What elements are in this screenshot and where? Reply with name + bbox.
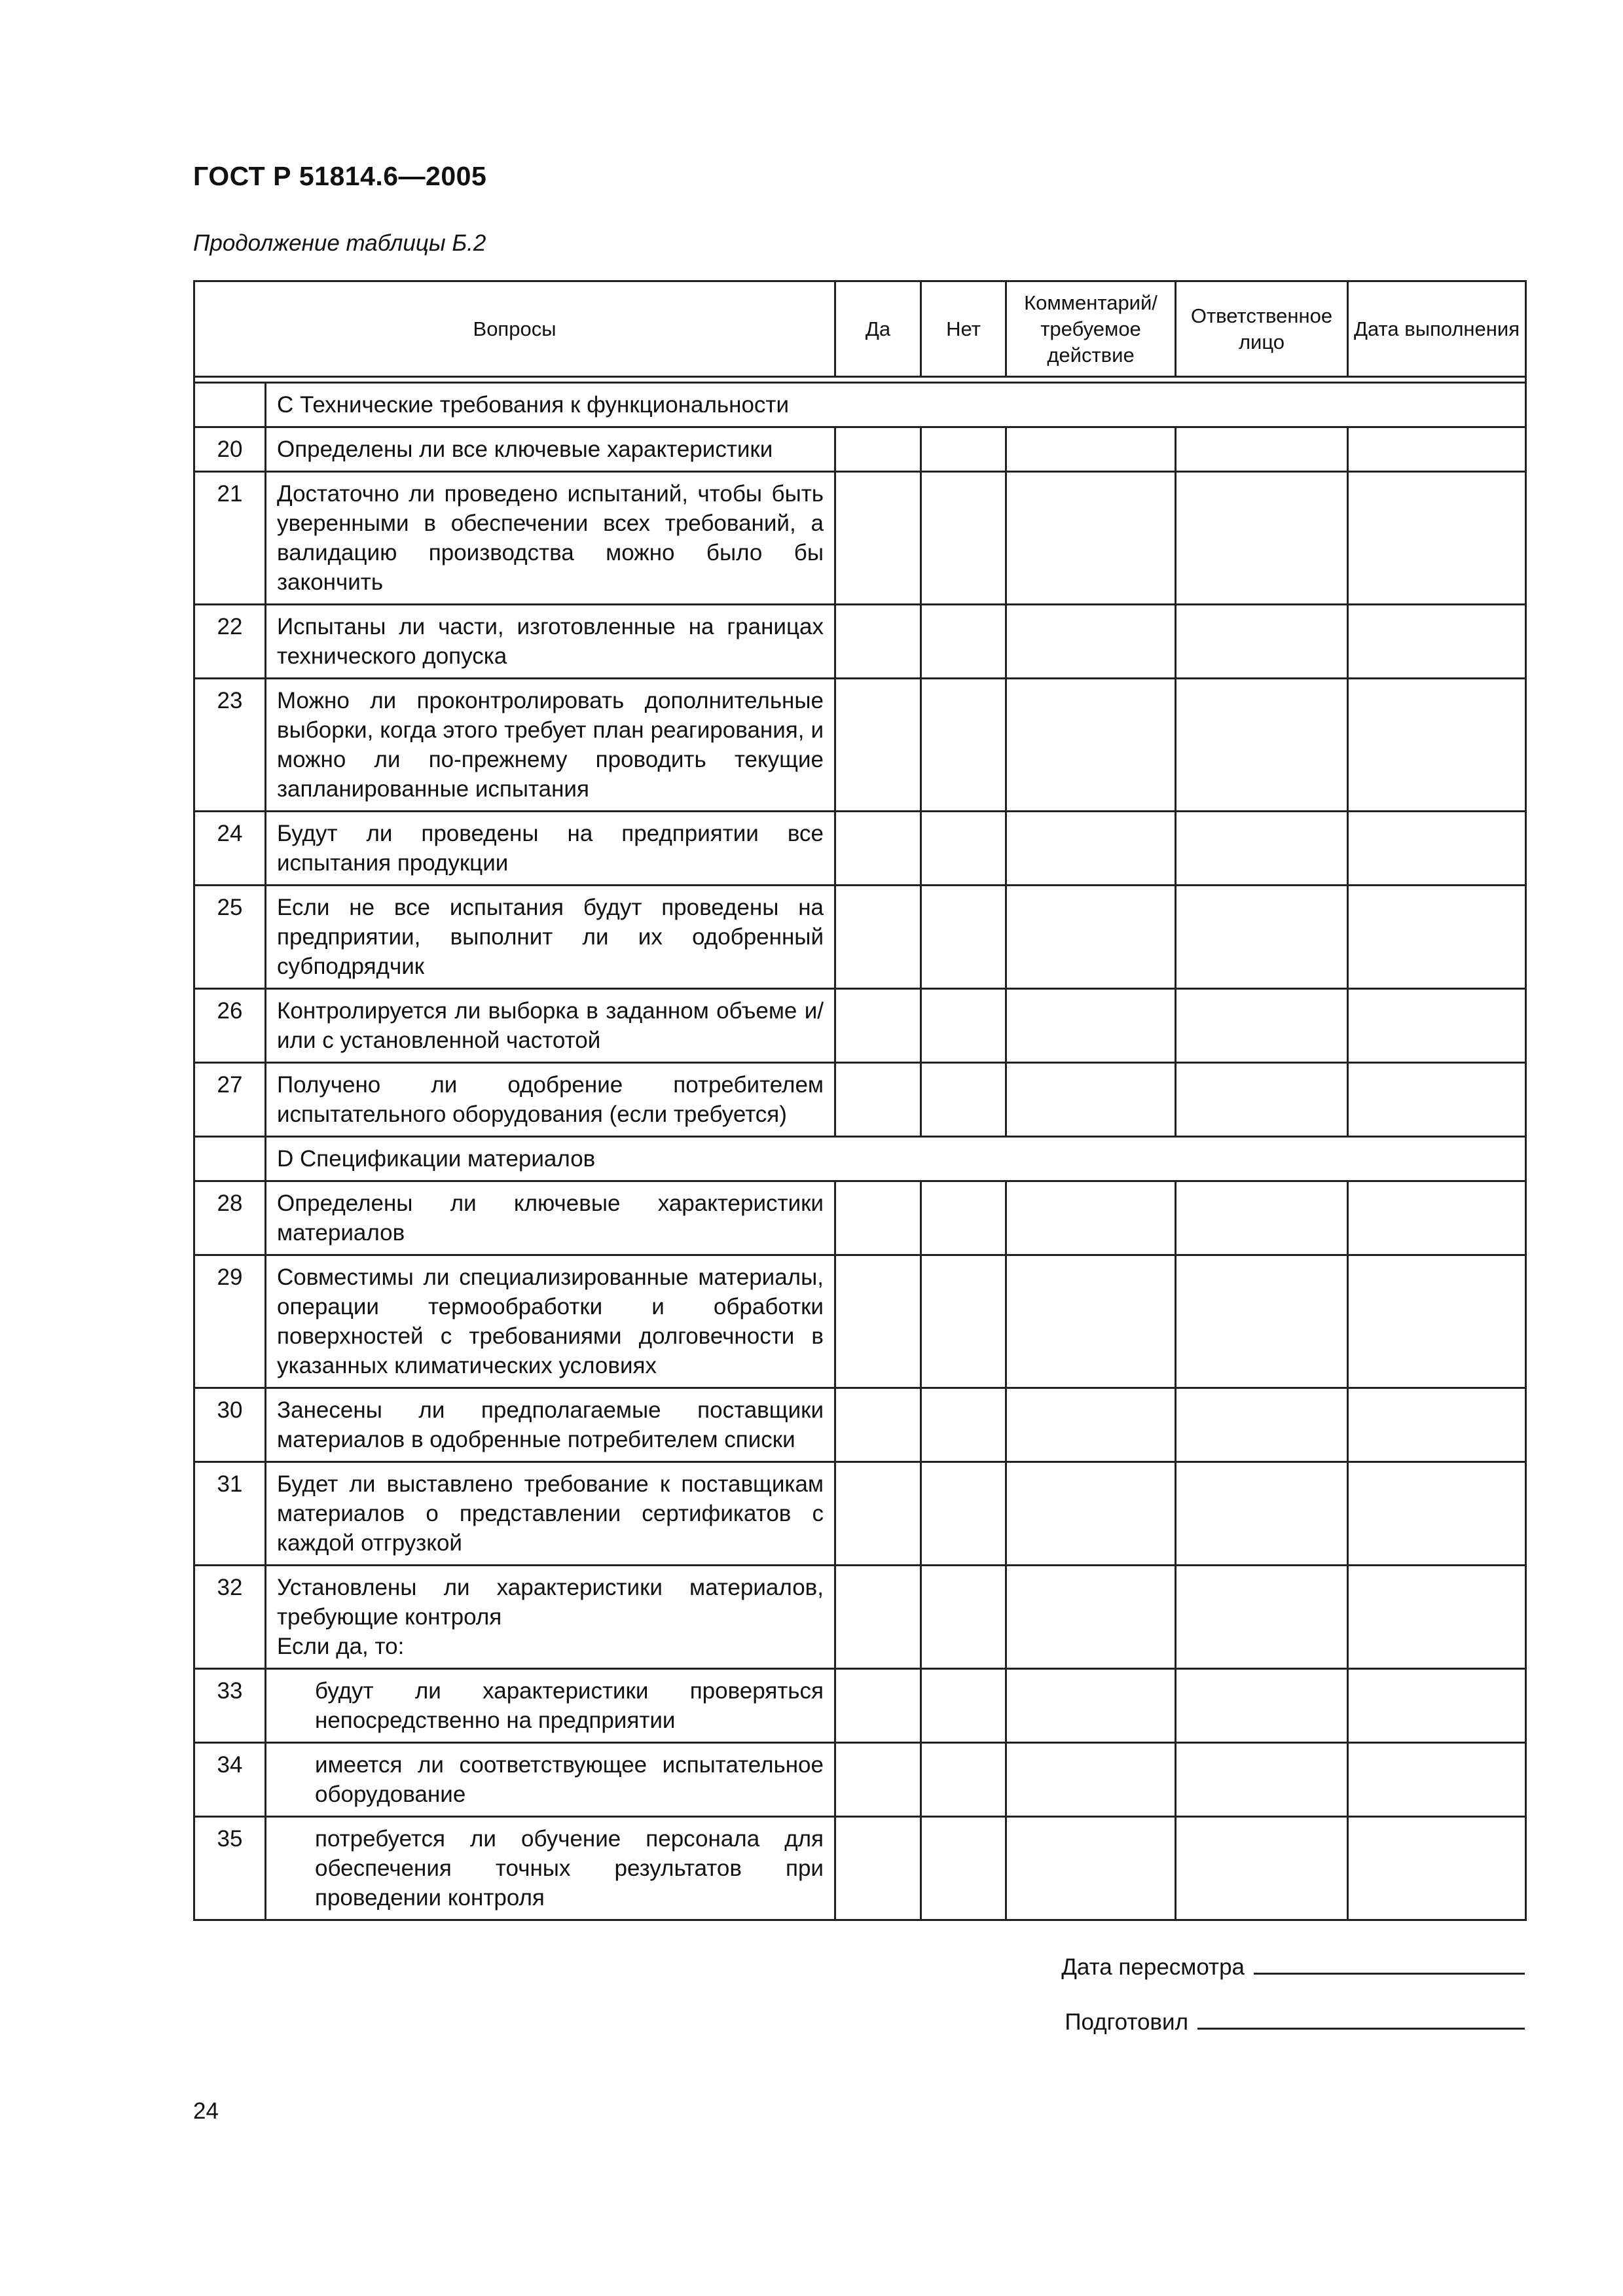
cell-date[interactable] [1348, 472, 1526, 605]
cell-comment[interactable] [1006, 886, 1176, 989]
header-separator [194, 377, 1526, 383]
cell-date[interactable] [1348, 1462, 1526, 1566]
document-header: ГОСТ Р 51814.6—2005 [193, 161, 487, 191]
header-date: Дата выполнения [1348, 281, 1526, 377]
question-text: Получено ли одобрение потребителем испытательного оборудования (если требуется) [266, 1063, 835, 1137]
cell-no[interactable] [921, 989, 1006, 1063]
question-text: Контролируется ли выборка в заданном объеме и/или с установленной частотой [266, 989, 835, 1063]
cell-responsible[interactable] [1176, 605, 1348, 679]
question-text: Если не все испытания будут проведены на предприятии, выполнит ли их одобренный субподрядчик [266, 886, 835, 989]
header-responsible: Ответственное лицо [1176, 281, 1348, 377]
question-text [266, 1566, 835, 1669]
cell-date[interactable] [1348, 679, 1526, 812]
cell-responsible[interactable] [1176, 1817, 1348, 1920]
cell-yes[interactable] [835, 989, 921, 1063]
cell-comment[interactable] [1006, 1181, 1176, 1255]
row-number: 23 [194, 679, 266, 812]
cell-yes[interactable] [835, 1388, 921, 1462]
table-row [194, 1181, 1526, 1255]
table-row [194, 1669, 1526, 1743]
row-number: 21 [194, 472, 266, 605]
cell-responsible[interactable] [1176, 1462, 1348, 1566]
cell-comment[interactable] [1006, 989, 1176, 1063]
table-row [194, 1817, 1526, 1920]
table-row [194, 472, 1526, 605]
prepared-by-label: Подготовил [1065, 2009, 1188, 2035]
cell-yes[interactable] [835, 812, 921, 886]
cell-comment[interactable] [1006, 1817, 1176, 1920]
cell-responsible[interactable] [1176, 1566, 1348, 1669]
header-questions: Вопросы [194, 281, 835, 377]
header-comment: Комментарий/ требуемое действие [1006, 281, 1176, 377]
cell-responsible[interactable] [1176, 472, 1348, 605]
cell-comment[interactable] [1006, 679, 1176, 812]
cell-yes[interactable] [835, 1181, 921, 1255]
cell-date[interactable] [1348, 989, 1526, 1063]
question-main-text: Установлены ли характеристики материалов, требующие контроля [277, 1575, 824, 1630]
cell-comment[interactable] [1006, 812, 1176, 886]
cell-no[interactable] [921, 1181, 1006, 1255]
row-number: 24 [194, 812, 266, 886]
prepared-by-line[interactable] [1197, 2008, 1525, 2030]
question-text: Совместимы ли специализированные материалы, операции термообработки и обработки поверхностей с требованиями долговечности в указанных климатических условиях [266, 1255, 835, 1388]
section-title-d: D Спецификации материалов [266, 1137, 1526, 1181]
question-text: потребуется ли обучение персонала для обеспечения точных результатов при проведении контроля [266, 1817, 835, 1920]
cell-yes[interactable] [835, 679, 921, 812]
row-number: 33 [194, 1669, 266, 1743]
section-row [194, 1137, 1526, 1181]
review-date-field [1061, 1953, 1525, 1981]
cell-comment[interactable] [1006, 1388, 1176, 1462]
section-row [194, 383, 1526, 427]
table-row [194, 679, 1526, 812]
cell-comment[interactable] [1006, 1743, 1176, 1817]
cell-no[interactable] [921, 1462, 1006, 1566]
cell-no[interactable] [921, 605, 1006, 679]
table-row [194, 1566, 1526, 1669]
cell-no[interactable] [921, 1255, 1006, 1388]
cell-comment[interactable] [1006, 427, 1176, 472]
question-text: Можно ли проконтролировать дополнительные выборки, когда этого требует план реагирования, и можно ли по-прежнему проводить текущие запланированные испытания [266, 679, 835, 812]
table-row [194, 812, 1526, 886]
cell-yes[interactable] [835, 1566, 921, 1669]
cell-yes[interactable] [835, 427, 921, 472]
question-text: Будет ли выставлено требование к поставщикам материалов о представлении сертификатов с каждой отгрузкой [266, 1462, 835, 1566]
question-text: будут ли характеристики проверяться непосредственно на предприятии [266, 1669, 835, 1743]
cell-comment[interactable] [1006, 1566, 1176, 1669]
cell-date[interactable] [1348, 886, 1526, 989]
table-row [194, 1743, 1526, 1817]
cell-comment[interactable] [1006, 605, 1176, 679]
cell-date[interactable] [1348, 1669, 1526, 1743]
cell-yes[interactable] [835, 886, 921, 989]
cell-responsible[interactable] [1176, 1063, 1348, 1137]
header-yes: Да [835, 281, 921, 377]
cell-no[interactable] [921, 812, 1006, 886]
cell-responsible[interactable] [1176, 1181, 1348, 1255]
section-title-c: С Технические требования к функциональности [266, 383, 1526, 427]
cell-responsible[interactable] [1176, 1388, 1348, 1462]
cell-comment[interactable] [1006, 1255, 1176, 1388]
cell-no[interactable] [921, 1743, 1006, 1817]
question-text: Занесены ли предполагаемые поставщики материалов в одобренные потребителем списки [266, 1388, 835, 1462]
cell-yes[interactable] [835, 1063, 921, 1137]
review-date-line[interactable] [1254, 1953, 1525, 1975]
cell-comment[interactable] [1006, 1063, 1176, 1137]
cell-no[interactable] [921, 1388, 1006, 1462]
cell-date[interactable] [1348, 1181, 1526, 1255]
table-row [194, 989, 1526, 1063]
row-number: 31 [194, 1462, 266, 1566]
cell-date[interactable] [1348, 1566, 1526, 1669]
question-text: Достаточно ли проведено испытаний, чтобы быть уверенными в обеспечении всех требований, а валидацию производства можно было бы закончить [266, 472, 835, 605]
table-header-row [194, 281, 1526, 377]
cell-no[interactable] [921, 472, 1006, 605]
cell-responsible[interactable] [1176, 812, 1348, 886]
cell-no[interactable] [921, 1669, 1006, 1743]
cell-yes[interactable] [835, 1255, 921, 1388]
review-date-label: Дата пересмотра [1061, 1954, 1245, 1980]
table-caption: Продолжение таблицы Б.2 [193, 230, 486, 256]
cell-comment[interactable] [1006, 1462, 1176, 1566]
cell-no[interactable] [921, 1063, 1006, 1137]
cell-comment[interactable] [1006, 1669, 1176, 1743]
cell-no[interactable] [921, 427, 1006, 472]
cell-yes[interactable] [835, 1817, 921, 1920]
row-number: 34 [194, 1743, 266, 1817]
cell-responsible[interactable] [1176, 886, 1348, 989]
cell-date[interactable] [1348, 427, 1526, 472]
table-row [194, 605, 1526, 679]
question-followup-text: Если да, то: [277, 1634, 405, 1659]
row-number: 35 [194, 1817, 266, 1920]
cell-date[interactable] [1348, 1388, 1526, 1462]
cell-responsible[interactable] [1176, 989, 1348, 1063]
question-text: Определены ли ключевые характеристики материалов [266, 1181, 835, 1255]
question-text: имеется ли соответствующее испытательное оборудование [266, 1743, 835, 1817]
row-number: 25 [194, 886, 266, 989]
cell-yes[interactable] [835, 472, 921, 605]
table-row [194, 886, 1526, 989]
cell-no[interactable] [921, 1817, 1006, 1920]
row-number: 27 [194, 1063, 266, 1137]
row-number: 20 [194, 427, 266, 472]
header-no: Нет [921, 281, 1006, 377]
question-text: Определены ли все ключевые характеристики [266, 427, 835, 472]
cell-responsible[interactable] [1176, 427, 1348, 472]
cell-responsible[interactable] [1176, 1669, 1348, 1743]
checklist-table [193, 280, 1527, 1921]
cell-date[interactable] [1348, 605, 1526, 679]
cell-responsible[interactable] [1176, 1743, 1348, 1817]
row-number: 26 [194, 989, 266, 1063]
cell-yes[interactable] [835, 1462, 921, 1566]
cell-date[interactable] [1348, 812, 1526, 886]
table-row [194, 1462, 1526, 1566]
table-row [194, 427, 1526, 472]
cell-comment[interactable] [1006, 472, 1176, 605]
cell-responsible[interactable] [1176, 679, 1348, 812]
question-text: Будут ли проведены на предприятии все испытания продукции [266, 812, 835, 886]
cell-date[interactable] [1348, 1255, 1526, 1388]
row-number: 30 [194, 1388, 266, 1462]
page-number: 24 [193, 2098, 219, 2124]
cell-yes[interactable] [835, 1743, 921, 1817]
table-row [194, 1255, 1526, 1388]
table-row [194, 1063, 1526, 1137]
cell-date[interactable] [1348, 1817, 1526, 1920]
cell-no[interactable] [921, 886, 1006, 989]
cell-date[interactable] [1348, 1063, 1526, 1137]
question-text: Испытаны ли части, изготовленные на границах технического допуска [266, 605, 835, 679]
cell-no[interactable] [921, 679, 1006, 812]
row-number: 29 [194, 1255, 266, 1388]
table-row [194, 1388, 1526, 1462]
cell-yes[interactable] [835, 1669, 921, 1743]
row-number: 28 [194, 1181, 266, 1255]
prepared-by-field [1065, 2008, 1525, 2036]
cell-responsible[interactable] [1176, 1255, 1348, 1388]
row-number: 22 [194, 605, 266, 679]
cell-no[interactable] [921, 1566, 1006, 1669]
row-number: 32 [194, 1566, 266, 1669]
cell-date[interactable] [1348, 1743, 1526, 1817]
cell-yes[interactable] [835, 605, 921, 679]
